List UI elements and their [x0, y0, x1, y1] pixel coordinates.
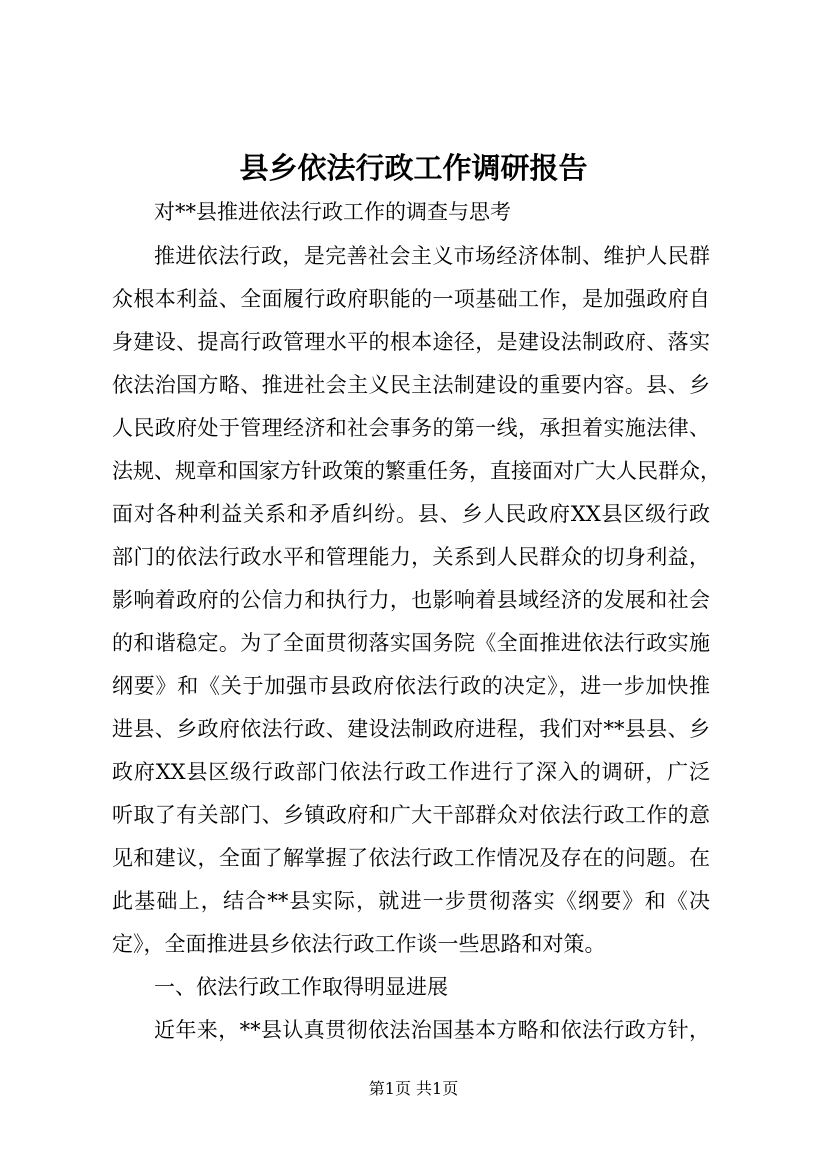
- paragraph-line: 此基础上，结合**县实际，就进一步贯彻落实《纲要》和《决: [112, 889, 710, 913]
- paragraph-line: 法规、规章和国家方针政策的繁重任务，直接面对广大人民群众，: [112, 459, 721, 483]
- paragraph-line: 定》，全面推进县乡依法行政工作谈一些思路和对策。: [112, 932, 606, 956]
- paragraph-line: 依法治国方略、推进社会主义民主法制建设的重要内容。县、乡: [112, 373, 710, 397]
- paragraph-line: 影响着政府的公信力和执行力，也影响着县域经济的发展和社会: [112, 588, 710, 612]
- paragraph-line: 进县、乡政府依法行政、建设法制政府进程，我们对**县县、乡: [112, 717, 710, 741]
- paragraph-line: 部门的依法行政水平和管理能力，关系到人民群众的切身利益，: [112, 545, 710, 569]
- paragraph-line: 推进依法行政，是完善社会主义市场经济体制、维护人民群: [154, 244, 710, 268]
- paragraph-line: 纲要》和《关于加强市县政府依法行政的决定》，进一步加快推: [112, 674, 710, 698]
- paragraph-line: 身建设、提高行政管理水平的根本途径，是建设法制政府、落实: [112, 330, 710, 354]
- paragraph-line: 听取了有关部门、乡镇政府和广大干部群众对依法行政工作的意: [112, 803, 710, 827]
- paragraph-line: 人民政府处于管理经济和社会事务的第一线，承担着实施法律、: [112, 416, 710, 440]
- paragraph-line: 近年来，**县认真贯彻依法治国基本方略和依法行政方针，: [154, 1018, 710, 1042]
- paragraph-line: 面对各种利益关系和矛盾纠纷。县、乡人民政府XX县区级行政: [112, 502, 710, 526]
- paragraph-line: 见和建议，全面了解掌握了依法行政工作情况及存在的问题。在: [112, 846, 710, 870]
- document-title: 县乡依法行政工作调研报告: [239, 151, 588, 185]
- paragraph-line: 众根本利益、全面履行政府职能的一项基础工作，是加强政府自: [112, 287, 710, 311]
- paragraph-line: 政府XX县区级行政部门依法行政工作进行了深入的调研，广泛: [112, 760, 710, 784]
- document-subtitle: 对**县推进依法行政工作的调查与思考: [154, 200, 511, 224]
- section-heading: 一、依法行政工作取得明显进展: [154, 975, 448, 999]
- page-number-footer: 第1页 共1页: [368, 1079, 459, 1098]
- paragraph-line: 的和谐稳定。为了全面贯彻落实国务院《全面推进依法行政实施: [112, 631, 710, 655]
